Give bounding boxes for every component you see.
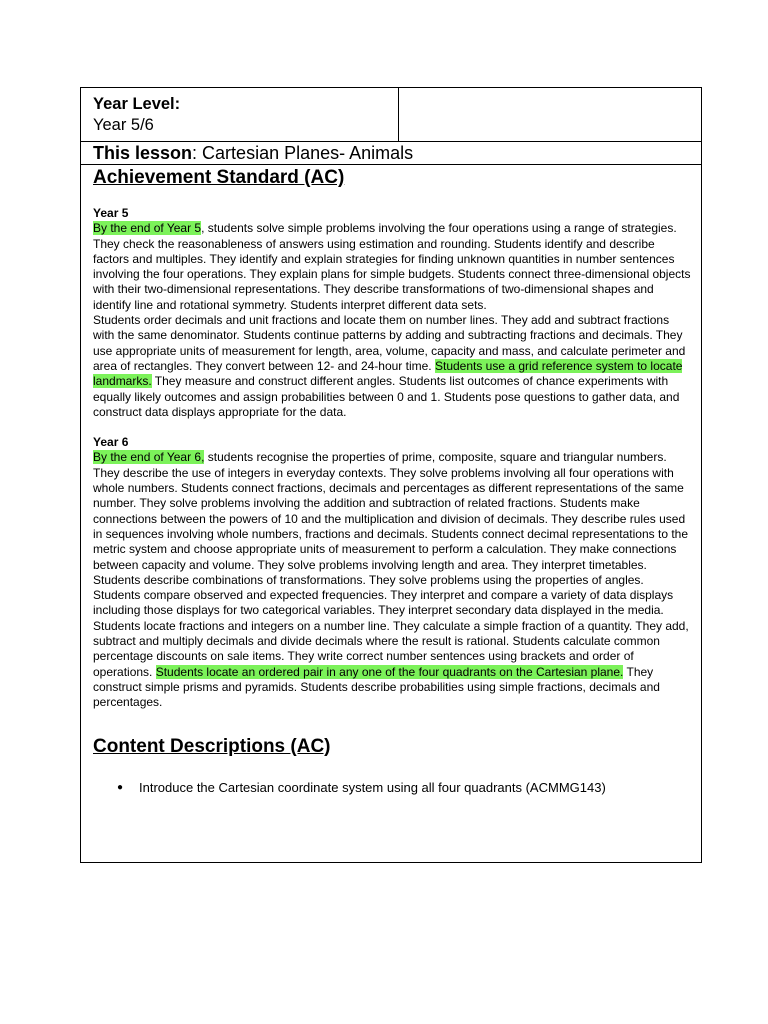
list-item-text: Introduce the Cartesian coordinate system using all four quadrants (ACMMG143) [139, 779, 606, 795]
year-level-label: Year Level: [93, 95, 181, 113]
lesson-plan-table [80, 87, 702, 863]
lesson-label: This lesson [93, 143, 193, 163]
lesson-title: Cartesian Planes- Animals [197, 143, 414, 163]
year5-highlight-intro: By the end of Year 5 [93, 221, 202, 236]
year6-text-2b: They construct simple prisms and pyramids. Students describe probabilities using simple fractions, decimals and percentages. [93, 664, 660, 710]
year5-text-2a: Students order decimals and unit fractions and locate them on number lines. They add and subtract fractions with the same denominator. Students continue patterns by adding and subtracting fractions and decimals. They use appropriate units of measurement for length, area, volume, capacity and mass, and calculate perimeter and area of rectangles. They convert between 12- and 24-hour time. [93, 313, 686, 373]
lesson-row [81, 142, 701, 165]
achievement-standard-title: Achievement Standard (AC) [93, 167, 345, 188]
year5-heading: Year 5 [93, 206, 129, 220]
list-item [93, 779, 691, 797]
year-level-cell [81, 88, 399, 141]
content-descriptions-title: Content Descriptions (AC) [93, 735, 331, 757]
year6-heading: Year 6 [93, 435, 129, 450]
content-descriptions-list [93, 779, 691, 797]
year6-text-2a: Students locate fractions and integers on a number line. They calculate a simple fraction of a quantity. They add, subtract and multiply decimals and divide decimals where the result is rational. Students calculate common percentage discounts on sale items. They write correct number sentences using brackets and order of operations. [93, 618, 689, 679]
year6-highlight-cartesian: Students locate an ordered pair in any one of the four quadrants on the Cartesian plane. [155, 664, 624, 679]
year6-highlight-intro: By the end of Year 6, [93, 450, 205, 465]
year6-paragraph-1 [93, 450, 691, 618]
year5-paragraph-2 [93, 313, 691, 420]
lesson-line [93, 143, 413, 163]
year-level-row [81, 88, 701, 142]
year5-highlight-grid: Students use a grid reference system to locate landmarks. [93, 358, 683, 389]
lesson-colon: : [192, 143, 198, 163]
year6-text-1: students recognise the properties of prime, composite, square and triangular numbers. They describe the use of integers in everyday contexts. They solve problems involving all four operations with whole numbers. Students connect fractions, decimals and percentages as different representations of the same number. They solve problems involving the addition and subtraction of related fractions. Students make connections between the powers of 10 and the multiplication and division of decimals. They describe rules used in sequences involving whole numbers, fractions and decimals. Students connect decimal representations to the metric system and choose appropriate units of measurement to perform a calculation. They make connections between capacity and volume. They solve problems involving length and area. They interpret timetables. Students describe combinations of transformations. They solve problems using the properties of angles. Students compare observed and expected frequencies. They interpret and compare a variety of data displays including those displays for two categorical variables. They interpret secondary data displayed in the media. [93, 450, 689, 618]
year5-paragraph-1 [93, 221, 691, 313]
bullet-icon: ● [117, 781, 124, 793]
year-level-value: Year 5/6 [93, 116, 154, 134]
year6-paragraph-2 [93, 619, 691, 711]
year5-text-2b: They measure and construct different angles. Students list outcomes of chance experiments with equally likely outcomes and assign probabilities between 0 and 1. Students pose questions to gather data, and construct data displays appropriate for the data. [93, 374, 680, 419]
main-content [93, 165, 691, 797]
year5-text-1: , students solve simple problems involving the four operations using a range of strategies. They check the reasonableness of answers using estimation and rounding. Students identify and describe factors and multiples. They identify and explain strategies for finding unknown quantities in number sentences involving the four operations. They explain plans for simple budgets. Students connect three-dimensional objects with their two-dimensional representations. They describe transformations of two-dimensional shapes and identify line and rotational symmetry. Students interpret different data sets. [93, 221, 691, 312]
